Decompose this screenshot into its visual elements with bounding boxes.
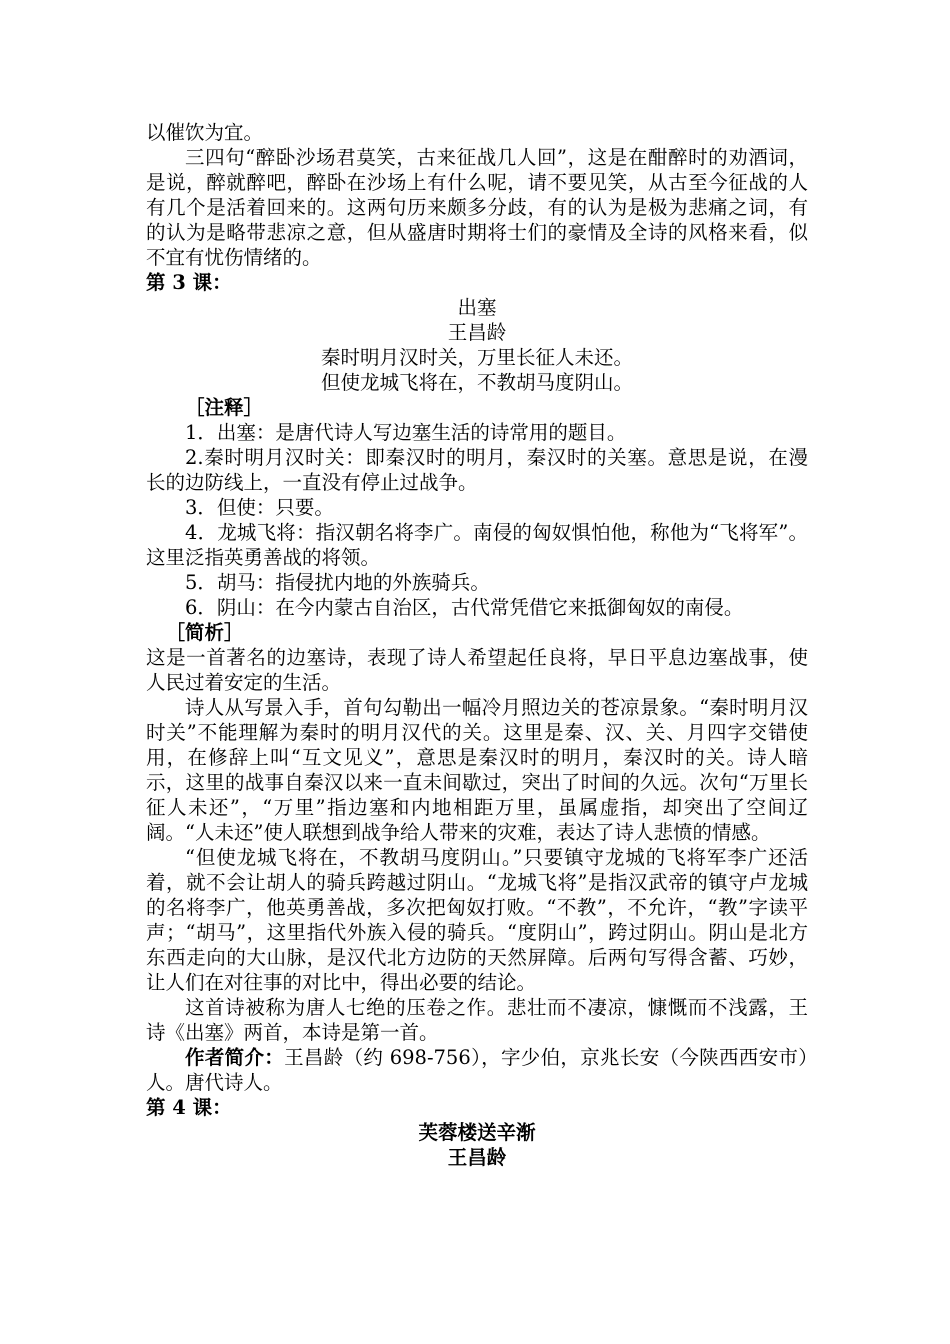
notes-heading: ［注释］ bbox=[185, 396, 264, 419]
author-intro-text: 王昌龄（约 698-756），字少伯，京兆长安（今陕西西安市）人。唐代诗人。 bbox=[146, 1046, 808, 1094]
note-item: 2.秦时明月汉时关：即秦汉时的明月，秦汉时的关塞。意思是说，在漫长的边防线上，一直没有停止过战争。 bbox=[146, 446, 808, 494]
lesson-3-poem-line-2: 但使龙城飞将在，不教胡马度阴山。 bbox=[320, 371, 633, 394]
author-intro bbox=[146, 1045, 808, 1095]
lesson-3-poem-title: 出塞 bbox=[457, 296, 497, 319]
lesson-3-heading: 第 3 课： bbox=[146, 271, 232, 294]
lesson-3-poem-author: 王昌龄 bbox=[447, 321, 507, 344]
paragraph-continuation: 以催饮为宜。 bbox=[146, 121, 264, 144]
note-item: 1．出塞：是唐代诗人写边塞生活的诗常用的题目。 bbox=[185, 421, 627, 444]
note-item: 6．阴山：在今内蒙古自治区，古代常凭借它来抵御匈奴的南侵。 bbox=[185, 596, 744, 619]
author-intro-label: 作者简介： bbox=[185, 1046, 285, 1069]
paragraph-drinking-lines: 三四句“醉卧沙场君莫笑，古来征战几人回”，这是在酣醉时的劝酒词，是说，醉就醉吧，醉卧在沙场上有什么呢，请不要见笑，从古至今征战的人有几个是活着回来的。这两句历来颇多分歧，有的认为是极为悲痛之词，有的认为是略带悲凉之意，但从盛唐时期将士们的豪情及全诗的风格来看，似不宜有忧伤情绪的。 bbox=[146, 146, 808, 269]
analysis-paragraph: 这是一首著名的边塞诗，表现了诗人希望起任良将，早日平息边塞战事，使人民过着安定的生活。 bbox=[146, 646, 808, 694]
lesson-4-poem-title: 芙蓉楼送辛渐 bbox=[418, 1121, 536, 1144]
text-column bbox=[146, 120, 808, 1170]
analysis-paragraph: 这首诗被称为唐人七绝的压卷之作。悲壮而不凄凉，慷慨而不浅露，王诗《出塞》两首，本诗是第一首。 bbox=[146, 996, 808, 1044]
analysis-heading: ［简析］ bbox=[165, 621, 244, 644]
analysis-paragraph: “但使龙城飞将在，不教胡马度阴山。”只要镇守龙城的飞将军李广还活着，就不会让胡人的骑兵跨越过阴山。“龙城飞将”是指汉武帝的镇守卢龙城的名将李广，他英勇善战，多次把匈奴打败。“不教”，不允许，“教”字读平声；“胡马”，这里指代外族入侵的骑兵。“度阴山”，跨过阴山。阴山是北方东西走向的大山脉，是汉代北方边防的天然屏障。后两句写得含蓄、巧妙，让人们在对往事的对比中，得出必要的结论。 bbox=[146, 846, 808, 994]
note-item: 4．龙城飞将：指汉朝名将李广。南侵的匈奴惧怕他，称他为“飞将军”。这里泛指英勇善战的将领。 bbox=[146, 521, 808, 569]
analysis-paragraph: 诗人从写景入手，首句勾勒出一幅冷月照边关的苍凉景象。“秦时明月汉时关”不能理解为秦时的明月汉代的关。这里是秦、汉、关、月四字交错使用，在修辞上叫“互文见义”，意思是秦汉时的明月，秦汉时的关。诗人暗示，这里的战事自秦汉以来一直未间歇过，突出了时间的久远。次句“万里长征人未还”，“万里”指边塞和内地相距万里，虽属虚指，却突出了空间辽阔。“人未还”使人联想到战争给人带来的灾难，表达了诗人悲愤的情感。 bbox=[146, 696, 808, 844]
lesson-4-heading: 第 4 课： bbox=[146, 1096, 232, 1119]
note-item: 3．但使：只要。 bbox=[185, 496, 334, 519]
note-item: 5．胡马：指侵扰内地的外族骑兵。 bbox=[185, 571, 490, 594]
lesson-3-poem-line-1: 秦时明月汉时关，万里长征人未还。 bbox=[320, 346, 633, 369]
lesson-4-poem-author: 王昌龄 bbox=[447, 1146, 507, 1169]
